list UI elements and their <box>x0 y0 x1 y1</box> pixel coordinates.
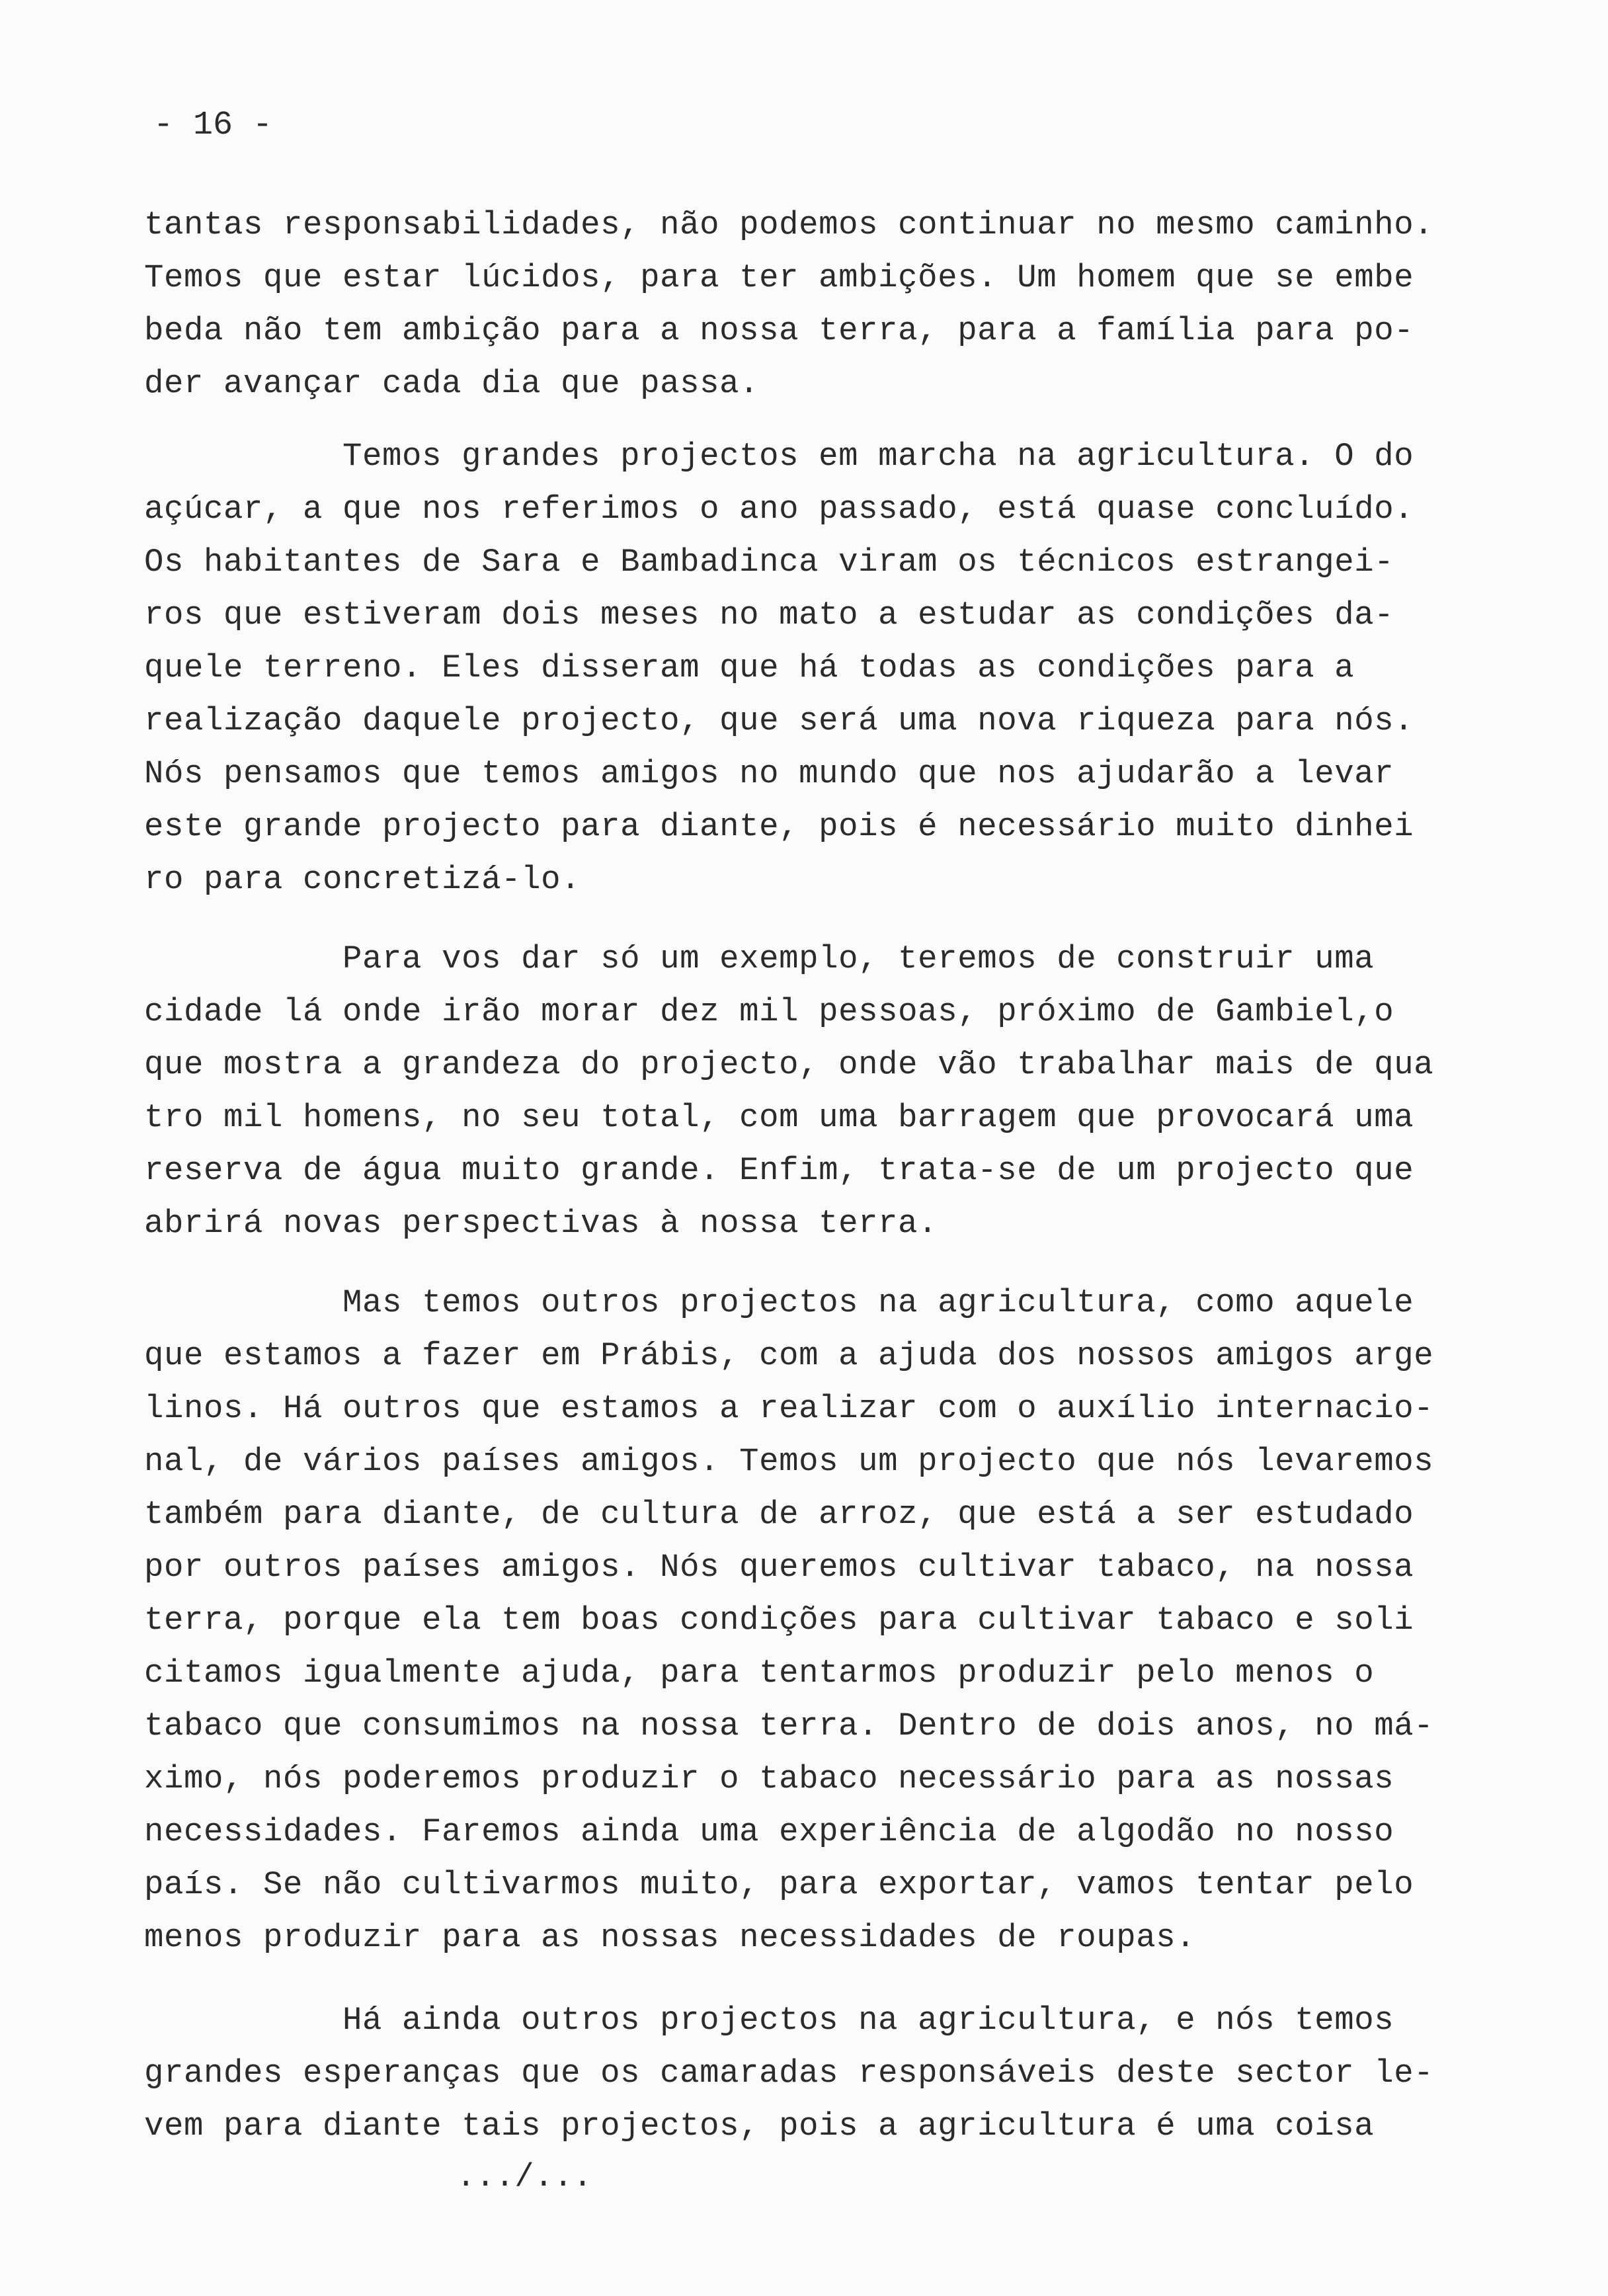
text-line: que estamos a fazer em Prábis, com a ajuda dos nossos amigos arge <box>144 1337 1434 1374</box>
text-line: Para vos dar só um exemplo, teremos de construir uma <box>144 940 1375 977</box>
text-line: terra, porque ela tem boas condições para cultivar tabaco e soli <box>144 1602 1414 1639</box>
text-line: Os habitantes de Sara e Bambadinca viram os técnicos estrangei- <box>144 544 1394 581</box>
text-line: quele terreno. Eles disseram que há todas as condições para a <box>144 649 1355 686</box>
continuation-mark: .../... <box>456 2158 592 2195</box>
text-line: ros que estiveram dois meses no mato a estudar as condições da- <box>144 596 1394 634</box>
text-line: tabaco que consumimos na nossa terra. Dentro de dois anos, no má- <box>144 1707 1434 1744</box>
paragraph-4 <box>144 1276 1473 1964</box>
text-line: Nós pensamos que temos amigos no mundo que nos ajudarão a levar <box>144 755 1394 792</box>
text-line: Há ainda outros projectos na agricultura, e nós temos <box>144 2002 1394 2039</box>
text-line: vem para diante tais projectos, pois a agricultura é uma coisa <box>144 2108 1375 2145</box>
text-line: Temos grandes projectos em marcha na agricultura. O do <box>144 438 1414 475</box>
paragraph-5 <box>144 1994 1473 2152</box>
text-line: menos produzir para as nossas necessidades de roupas. <box>144 1919 1196 1956</box>
text-line: este grande projecto para diante, pois é necessário muito dinhei <box>144 808 1414 845</box>
paragraph-2 <box>144 430 1473 906</box>
paragraph-3 <box>144 932 1473 1250</box>
text-line: reserva de água muito grande. Enfim, trata-se de um projecto que <box>144 1152 1414 1189</box>
page-number: - 16 - <box>153 106 273 144</box>
text-line: necessidades. Faremos ainda uma experiência de algodão no nosso <box>144 1813 1394 1850</box>
text-line: também para diante, de cultura de arroz, que está a ser estudado <box>144 1496 1414 1533</box>
text-line: grandes esperanças que os camaradas responsáveis deste sector le- <box>144 2055 1434 2092</box>
paragraph-1 <box>144 198 1473 410</box>
text-line: realização daquele projecto, que será uma nova riqueza para nós. <box>144 702 1414 739</box>
text-line: por outros países amigos. Nós queremos cultivar tabaco, na nossa <box>144 1549 1414 1586</box>
text-line: ximo, nós poderemos produzir o tabaco necessário para as nossas <box>144 1760 1394 1797</box>
text-line: Temos que estar lúcidos, para ter ambições. Um homem que se embe <box>144 259 1414 296</box>
text-line: ro para concretizá-lo. <box>144 861 581 898</box>
text-line: país. Se não cultivarmos muito, para exportar, vamos tentar pelo <box>144 1866 1414 1903</box>
text-line: beda não tem ambição para a nossa terra, para a família para po- <box>144 312 1414 349</box>
text-line: nal, de vários países amigos. Temos um projecto que nós levaremos <box>144 1443 1434 1480</box>
text-line: abrirá novas perspectivas à nossa terra. <box>144 1205 938 1242</box>
text-line: que mostra a grandeza do projecto, onde vão trabalhar mais de qua <box>144 1046 1434 1083</box>
text-line: açúcar, a que nos referimos o ano passado, está quase concluído. <box>144 491 1414 528</box>
text-line: cidade lá onde irão morar dez mil pessoas, próximo de Gambiel,o <box>144 993 1394 1030</box>
text-line: linos. Há outros que estamos a realizar com o auxílio internacio- <box>144 1390 1434 1427</box>
text-line: tro mil homens, no seu total, com uma barragem que provocará uma <box>144 1099 1414 1136</box>
text-line: Mas temos outros projectos na agricultura, como aquele <box>144 1284 1414 1321</box>
text-line: der avançar cada dia que passa. <box>144 365 760 402</box>
text-line: citamos igualmente ajuda, para tentarmos produzir pelo menos o <box>144 1655 1375 1692</box>
text-line: tantas responsabilidades, não podemos continuar no mesmo caminho. <box>144 206 1434 243</box>
